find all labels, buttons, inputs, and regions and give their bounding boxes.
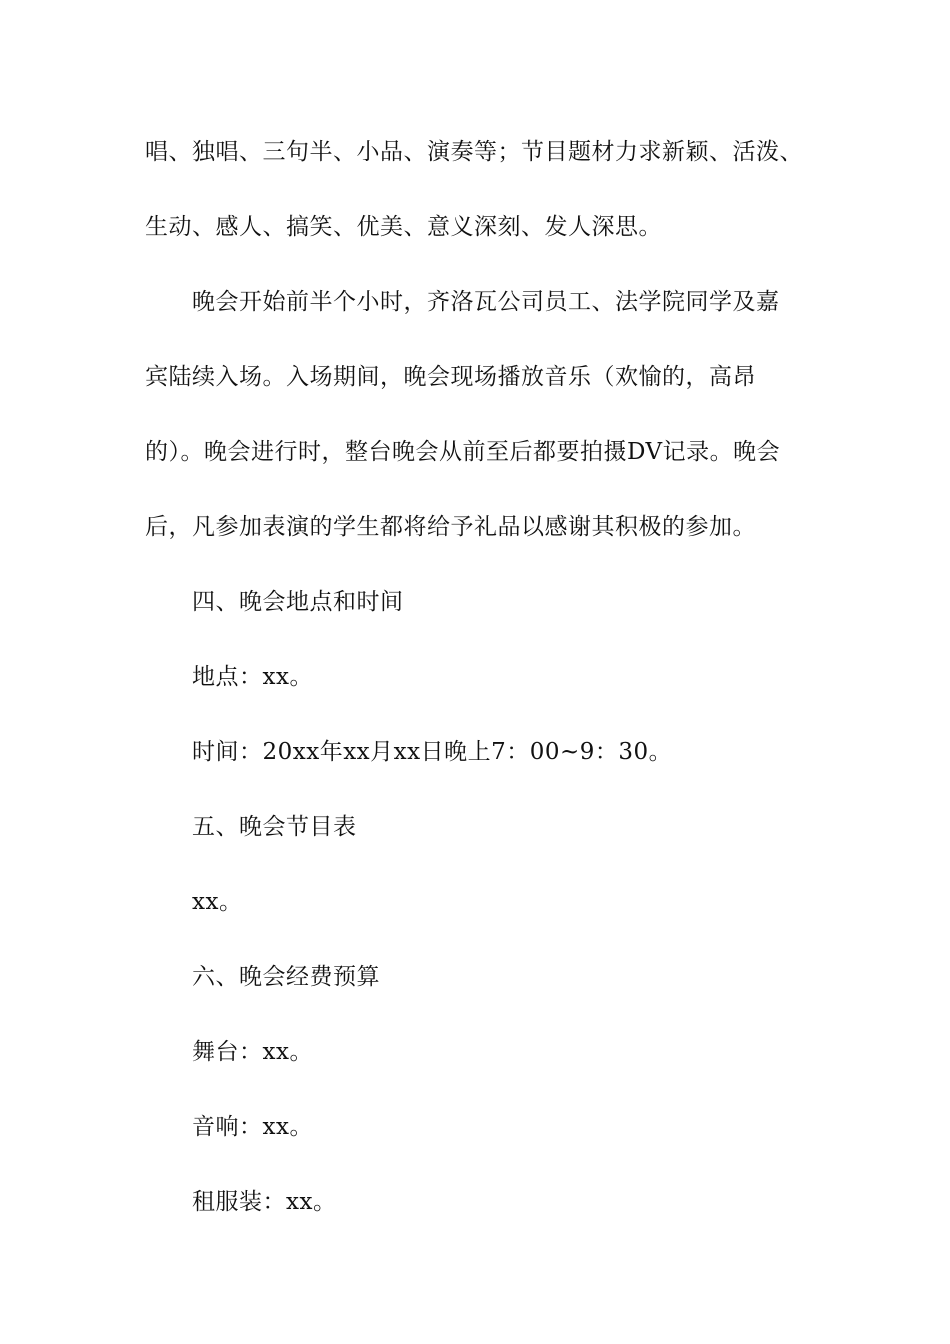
section-heading-venue-time: 四、晚会地点和时间: [192, 589, 404, 615]
budget-stage-text: 舞台：xx。: [192, 1039, 313, 1065]
body-text-line: 的）。晚会进行时，整台晚会从前至后都要拍摄DV记录。晚会: [145, 439, 781, 465]
section-heading-budget: 六、晚会经费预算: [192, 964, 380, 990]
section-heading-program: 五、晚会节目表: [192, 814, 357, 840]
budget-costume-text: 租服装：xx。: [192, 1189, 337, 1215]
venue-text: 地点：xx。: [192, 664, 313, 690]
body-text-line: 唱、独唱、三句半、小品、演奏等；节目题材力求新颖、活泼、: [145, 139, 803, 165]
body-text-line: 生动、感人、搞笑、优美、意义深刻、发人深思。: [145, 214, 662, 240]
body-text-line: 晚会开始前半个小时，齐洛瓦公司员工、法学院同学及嘉: [192, 289, 780, 315]
budget-audio-text: 音响：xx。: [192, 1114, 313, 1140]
body-text-line: 后，凡参加表演的学生都将给予礼品以感谢其积极的参加。: [145, 514, 756, 540]
program-text: xx。: [192, 889, 243, 915]
time-text: 时间：20xx年xx月xx日晚上7：00~9：30。: [192, 739, 673, 765]
body-text-line: 宾陆续入场。入场期间，晚会现场播放音乐（欢愉的，高昂: [145, 364, 756, 390]
